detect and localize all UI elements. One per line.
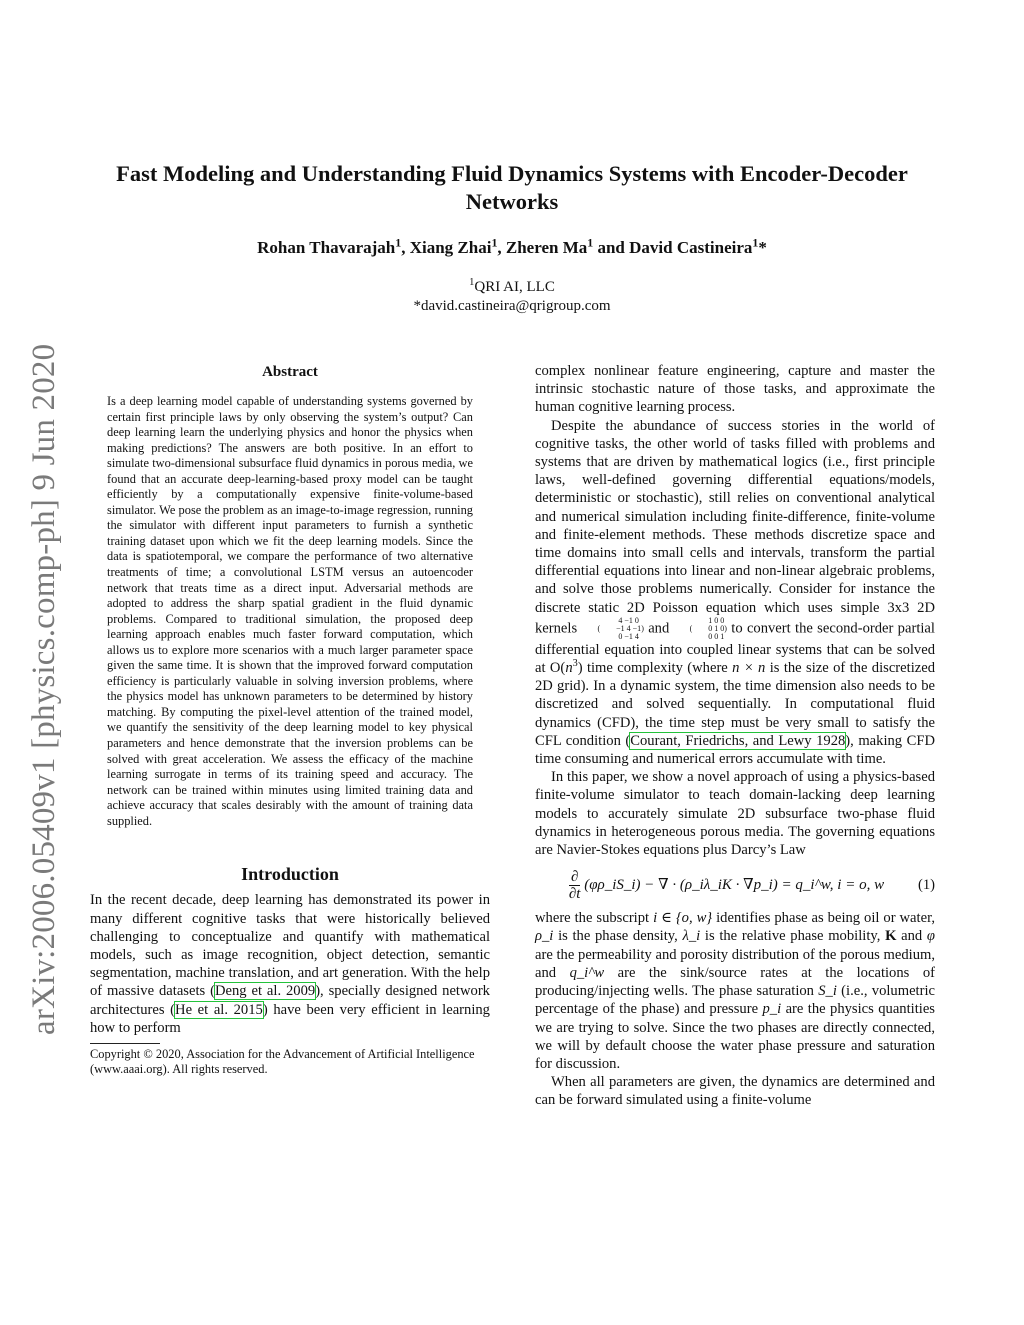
p2-n: n <box>565 660 573 677</box>
p2-exponent: 3 <box>572 658 578 670</box>
p4-math: i ∈ {o, w} <box>653 910 713 927</box>
equation-body <box>535 869 918 902</box>
right-paragraph-5: When all parameters are given, the dynamics are determined and can be forward simulated using a finite-volume <box>535 1074 935 1109</box>
kernel-1-row: 4 −1 0 <box>618 615 639 625</box>
intro-text-b: ), specially designed network architectures ( <box>90 983 490 1018</box>
intro-text-c: ) have been very efficient in learning how to perform <box>90 1001 490 1036</box>
intro-paragraph <box>90 891 490 1037</box>
right-paragraph-1: complex nonlinear feature engineering, capture and master the intrinsic stochastic nature of those tasks, and approximate the human cognitive learning process. <box>535 363 935 416</box>
p4-math: q_i^w <box>569 964 605 981</box>
p4-math: ρ_i <box>535 928 554 945</box>
abstract-heading: Abstract <box>262 364 318 380</box>
right-paragraph-2 <box>535 417 935 769</box>
p4-math: S_i <box>818 983 837 1000</box>
kernel-1-row: −1 4 −1 <box>616 623 642 633</box>
kernel-2-row: 0 0 1 <box>708 631 725 641</box>
copyright-footnote <box>90 1047 490 1078</box>
p2-text-e: ), making CFD time consuming and numerical errors accumulate with time. <box>535 732 935 768</box>
p2-text-b: to convert the second-order partial differential equation into coupled linear systems that can be solved at O( <box>535 620 935 677</box>
org-name: QRI AI, LLC <box>474 279 555 295</box>
p2-and: and <box>648 620 670 637</box>
introduction-heading: Introduction <box>241 864 339 885</box>
p4-text: are the physics quantities we are trying to solve. Since the two phases are directly connected, we will by default choose the water phase pressure and saturation for discussion. <box>535 1001 935 1072</box>
p2-text-c: ) time complexity (where <box>577 660 728 677</box>
affil-mark: 1 <box>469 277 475 288</box>
kernel-1-row: 0 −1 4 <box>618 631 639 641</box>
p4-text: is the relative phase mobility, <box>704 928 881 945</box>
equation-1 <box>535 867 935 903</box>
p4-text: are the permeability and porosity distribution of the porous medium, and <box>535 946 935 981</box>
equation-number: (1) <box>917 877 935 894</box>
p4-text: identifies phase as being oil or water, <box>716 910 935 927</box>
affil-mark: 1 <box>587 235 594 250</box>
p4-text: where the subscript <box>535 910 650 927</box>
left-column <box>90 362 490 1078</box>
arxiv-stamp: arXiv:2006.05409v1 [physics.comp-ph] 9 Jun 2020 <box>26 343 62 1035</box>
p4-math: λ_i <box>682 928 701 945</box>
title-line-1: Fast Modeling and Understanding Fluid Dynamics Systems with Encoder-Decoder <box>116 161 908 186</box>
p4-text: and <box>901 928 923 945</box>
kernel-2-rows <box>692 617 724 641</box>
author-4: David Castineira <box>629 238 753 257</box>
partial-num: ∂ <box>569 869 581 886</box>
footnote-divider <box>90 1043 160 1044</box>
author-2: Xiang Zhai <box>409 238 492 257</box>
affil-mark: 1 <box>491 235 498 250</box>
paper-title <box>80 160 944 216</box>
partial-den: ∂t <box>568 885 581 902</box>
copyright-word: Copyright <box>90 1046 141 1061</box>
author-list: Rohan Thavarajah$^1$, Xiang Zhai$^1$, Zheren Ma$^1$ and David Castineira$^1$* <box>257 235 767 257</box>
p2-grid-size: n × n <box>732 660 766 677</box>
title-line-2: Networks <box>465 189 559 214</box>
corresponding-mark: * <box>758 238 767 257</box>
p4-text: is the phase density, <box>558 928 678 945</box>
kernel-1-rows <box>600 617 641 641</box>
affil-mark: 1 <box>395 235 402 250</box>
right-paragraph-4 <box>535 909 935 1073</box>
kernel-matrix-1: ( 4 −1 0 −1 4 −1 0 −1 4 ) <box>597 615 644 641</box>
p2-text-a: Despite the abundance of success stories in the world of cognitive tasks, the other world of tasks filled with problems and systems that are driven by mathematical logics (i.e., first principle laws, well-defined governing differential equations/models, deterministic or stochastic), still relies on conventional analytical and numerical simulation including finite-difference, finite-volume and finite-element methods. These methods discretize space and time domains into small cells and intervals, transform the partial differential equations into linear and non-linear algebraic problems, and solve those problems numerically. Consider for instance the discrete static 2D Poisson equation which uses simple 3x3 2D kernels <box>535 417 935 637</box>
intro-text-a: In the recent decade, deep learning has demonstrated its power in many different cognitive tasks that were historically believed challenging to conceptualize and quantify with mathematical models, such as image recognition, object detection, semantic segmentation, machine translation, and art generation. With the help of massive datasets ( <box>90 892 490 1000</box>
citation-he-2015[interactable]: He et al. 2015 <box>175 1001 263 1018</box>
p4-math: p_i <box>762 1001 782 1018</box>
p4-math: φ <box>926 928 935 945</box>
p2-text-d: is the size of the discretized 2D grid). In a dynamic system, the time dimension also needs to be discretized and solved sequentially. In computational fluid dynamics (CFD), the time step must be very small to satisfy the CFL condition ( <box>535 660 936 749</box>
affil-mark: 1 <box>752 235 759 250</box>
copyright-symbol: © <box>143 1046 153 1061</box>
author-1: Rohan Thavarajah <box>257 238 396 257</box>
affiliation-block <box>80 278 944 316</box>
right-paragraph-3: In this paper, we show a novel approach of using a physics-based finite-volume simulator to teach domain-lacking deep learning models to accurately simulate 2D subsurface two-phase fluid dynamics in heterogeneous porous media. The governing equations are Navier-Stokes equations plus Darcy’s Law <box>535 769 935 859</box>
copyright-text: 2020, Association for the Advancement of Artificial Intelligence (www.aaai.org). All rights reserved. <box>90 1046 475 1077</box>
kernel-matrix-2: ( 1 0 0 0 1 0 0 0 1 ) <box>689 615 727 641</box>
author-3: Zheren Ma <box>505 238 588 257</box>
kernel-2-row: 1 0 0 <box>708 615 725 625</box>
citation-courant-1928[interactable]: Courant, Friedrichs, and Lewy 1928 <box>630 732 846 749</box>
right-column <box>535 362 935 1110</box>
equation-expression: (φρ_iS_i) − ∇ · (ρ_iλ_iK · ∇p_i) = q_i^w, i = o, w <box>584 876 885 893</box>
abstract-text: Is a deep learning model capable of understanding systems governed by certain first principle laws by only observing the system’s output? Can deep learning learn the underlying physics and honor the physics when making predictions? The answers are both positive. In an effort to simulate two-dimensional subsurface fluid dynamics in porous media, we found that an accurate deep-learning-based proxy model can be taught efficiently by a computationally expensive finite-volume-based simulator. We pose the problem as an image-to-image regression, running the simulator with different input parameters to furnish a synthetic training dataset upon which we fit the deep learning models. Since the data is spatiotemporal, we compare the performance of two alternative treatments of time; a convolutional LSTM versus an autoencoder network that treats time as a direct input. Adversarial methods are adopted to address the sharp spatial gradient in the fluid dynamic problems. Compared to traditional simulation, the proposed deep learning approach enables much faster forward computation, which allows us to explore more scenarios with a much larger parameter space given the same time. It is shown that the improved forward computation efficiency is particularly valuable in solving inversion problems, where the physics model has unknown parameters to be determined by history matching. By computing the pixel-level attention of the trained model, we quantify the sensitivity of the deep learning model to key physical parameters and hence demonstrate that the inversion problems can be solved with great acceleration. We assess the efficacy of the machine learning surrogate in terms of its training speed and accuracy. The network can be trained within minutes using limited training data and achieve accuracy that scales desirably with the amount of training data supplied. <box>107 394 473 828</box>
partial-derivative <box>569 869 581 902</box>
affiliation-org <box>80 278 944 297</box>
citation-deng-2009[interactable]: Deng et al. 2009 <box>214 983 316 1000</box>
p4-math: K <box>885 928 897 945</box>
p4-text: are the sink/source rates at the locations of producing/injecting wells. The phase saturation <box>535 964 935 1000</box>
affiliation-email[interactable]: *david.castineira@qrigroup.com <box>413 298 611 314</box>
author-conjunction: and <box>597 238 625 257</box>
kernel-2-row: 0 1 0 <box>708 623 725 633</box>
p4-text: (i.e., volumetric percentage of the phase) and pressure <box>535 983 935 1018</box>
